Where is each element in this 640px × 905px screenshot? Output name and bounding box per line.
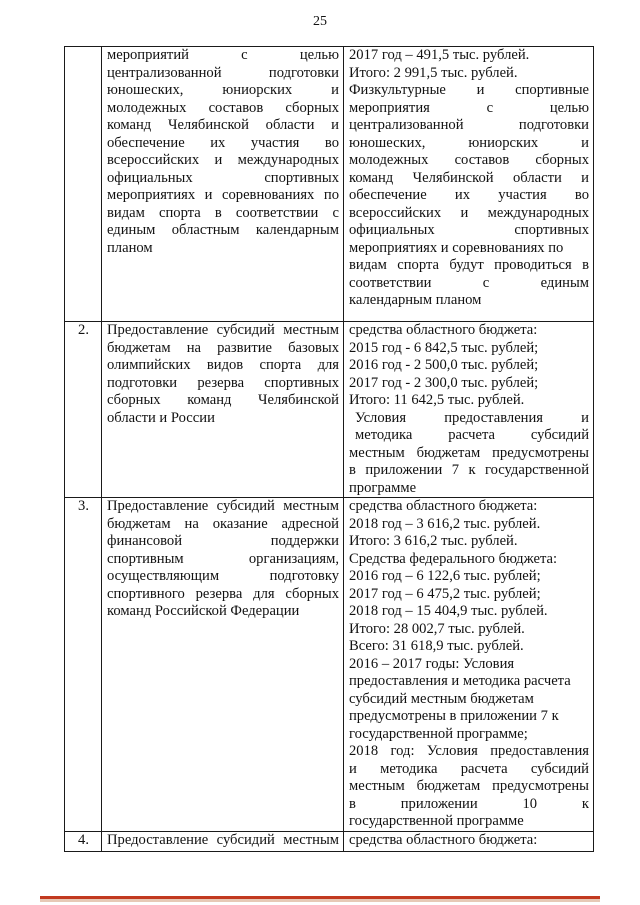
info-line: 2018 год – 3 616,2 тыс. рублей. [349, 515, 541, 532]
description-line: обеспечение их участия во [107, 134, 339, 151]
description-line: подготовки резерва спортивных [107, 374, 339, 391]
info-line: Средства федерального бюджета: [349, 550, 558, 567]
description-line: спортивным организациям, [107, 550, 339, 567]
measure-description-cell [102, 47, 344, 322]
info-line: Итого: 2 991,5 тыс. рублей. [349, 64, 518, 81]
info-line: видам спорта будут проводиться в [349, 257, 589, 273]
info-line: мероприятия с целью [349, 99, 589, 116]
info-line: и методика расчета субсидий [349, 760, 589, 777]
info-line: обеспечение их участия во [349, 187, 589, 203]
info-line: 2017 год – 6 475,2 тыс. рублей; [349, 585, 541, 602]
info-line: юношеских, юниорских и [349, 134, 589, 151]
info-line: календарным планом [349, 292, 482, 308]
row-number-cell [65, 47, 102, 322]
info-line: 2017 год - 2 300,0 тыс. рублей; [349, 374, 539, 391]
row-number-cell: 2. [65, 322, 102, 498]
info-line: Физкультурные и спортивные [349, 82, 589, 98]
description-line: видам спорта в соответствии с [107, 204, 339, 221]
info-line: Итого: 28 002,7 тыс. рублей. [349, 620, 525, 637]
info-line: 2018 год: Условия предоставления [349, 743, 589, 759]
info-line: местным бюджетам предусмотрены [349, 778, 589, 794]
info-line: средства областного бюджета: [349, 322, 538, 338]
description-line: официальных спортивных [107, 169, 339, 186]
row-number-cell: 3. [65, 498, 102, 832]
info-line: официальных спортивных [349, 222, 589, 238]
description-line: финансовой поддержки [107, 533, 339, 549]
description-line: сборных команд Челябинской [107, 392, 339, 408]
info-line: методика расчета субсидий [355, 427, 589, 443]
description-line: команд Челябинской области и [107, 117, 339, 133]
info-line: субсидий местным бюджетам [349, 690, 534, 707]
info-line: молодежных составов сборных [349, 152, 589, 168]
info-line: Итого: 11 642,5 тыс. рублей. [349, 392, 525, 408]
description-line: Предоставление субсидий местным [107, 322, 339, 338]
funding-info-cell [344, 831, 594, 851]
info-line: в приложении 7 к государственной [349, 462, 589, 478]
info-line: в приложении 10 к [349, 795, 589, 812]
funding-info-cell [344, 47, 594, 322]
info-line: предусмотрены в приложении 7 к [349, 708, 559, 724]
description-line: Предоставление субсидий местным [107, 831, 339, 848]
info-line: всероссийских и международных [349, 204, 589, 221]
info-line: государственной программе; [349, 725, 528, 742]
measure-description-cell [102, 322, 344, 498]
description-line: молодежных составов сборных [107, 99, 339, 116]
info-line: 2018 год – 15 404,9 тыс. рублей. [349, 603, 548, 619]
measure-description-cell [102, 831, 344, 851]
description-line: области и России [107, 409, 215, 426]
description-line: всероссийских и международных [107, 152, 339, 168]
description-line: юношеских, юниорских и [107, 82, 339, 98]
info-line: программе [349, 479, 417, 496]
table-row [65, 498, 594, 832]
table-row [65, 322, 594, 498]
measures-table-body [65, 47, 594, 852]
funding-info-cell [344, 322, 594, 498]
scan-edge-stripe [40, 896, 600, 899]
description-line: мероприятиях и соревнованиях по [107, 187, 339, 203]
table-row [65, 831, 594, 851]
info-line: местным бюджетам предусмотрены [349, 444, 589, 461]
description-line: единым областным календарным [107, 222, 339, 238]
page-number: 25 [313, 14, 327, 29]
description-line: осуществляющим подготовку [107, 568, 339, 584]
info-line: Итого: 3 616,2 тыс. рублей. [349, 533, 518, 549]
info-line: 2016 год – 6 122,6 тыс. рублей; [349, 568, 541, 584]
description-line: планом [107, 239, 153, 256]
description-line: спортивного резерва для сборных [107, 585, 339, 602]
description-line: Предоставление субсидий местным [107, 498, 339, 514]
description-line: мероприятий с целью [107, 47, 339, 63]
info-line: 2015 год - 6 842,5 тыс. рублей; [349, 339, 539, 356]
info-line: централизованной подготовки [349, 117, 589, 133]
measure-description-cell [102, 498, 344, 832]
row-number-cell: 4. [65, 831, 102, 851]
info-line: Условия предоставления и [355, 409, 589, 426]
info-line: мероприятиях и соревнованиях по [349, 239, 564, 256]
description-line: бюджетам на оказание адресной [107, 515, 339, 532]
info-line: государственной программе [349, 813, 524, 829]
description-line: централизованной подготовки [107, 64, 339, 81]
funding-info-cell [344, 498, 594, 832]
description-line: команд Российской Федерации [107, 603, 300, 619]
info-line: 2017 год – 491,5 тыс. рублей. [349, 47, 530, 63]
info-line: предоставления и методика расчета [349, 673, 571, 689]
info-line: 2016 – 2017 годы: Условия [349, 655, 515, 672]
info-line: команд Челябинской области и [349, 169, 589, 186]
measures-table [64, 46, 594, 852]
info-line: средства областного бюджета: [349, 831, 538, 848]
info-line: 2016 год - 2 500,0 тыс. рублей; [349, 357, 539, 373]
description-line: олимпийских видов спорта для [107, 357, 339, 373]
info-line: средства областного бюджета: [349, 498, 538, 514]
info-line: Всего: 31 618,9 тыс. рублей. [349, 638, 524, 654]
table-row [65, 47, 594, 322]
info-line: соответствии с единым [349, 274, 589, 291]
description-line: бюджетам на развитие базовых [107, 339, 339, 356]
